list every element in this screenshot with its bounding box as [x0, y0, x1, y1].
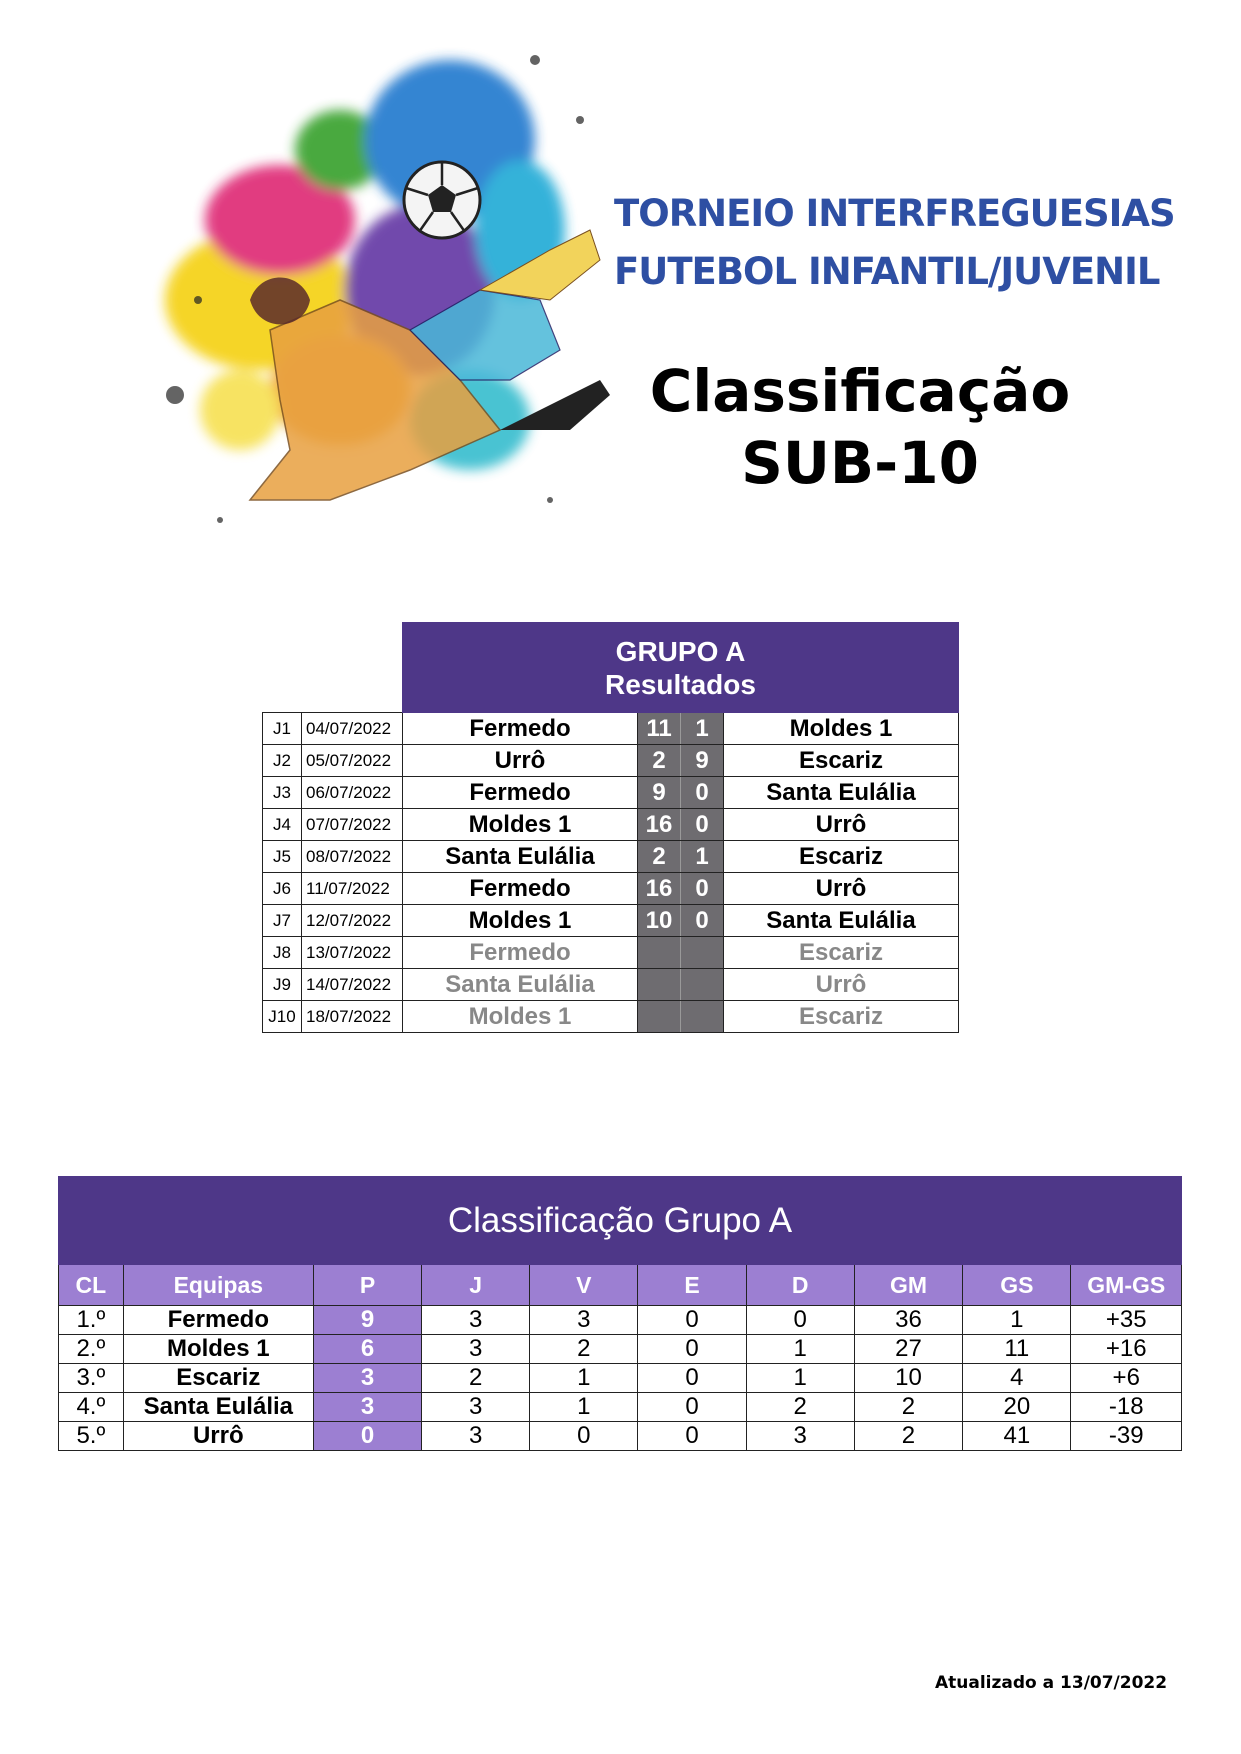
home-team-cell: Moldes 1	[403, 1001, 638, 1033]
standings-cell: 0	[638, 1393, 746, 1422]
home-score-cell: 9	[638, 777, 681, 809]
tournament-title-line1: TORNEIO INTERFREGUESIAS	[614, 192, 1175, 235]
standings-cell: 3	[313, 1393, 421, 1422]
away-score-cell: 0	[681, 873, 724, 905]
standings-cell: 41	[963, 1422, 1071, 1451]
date-cell: 13/07/2022	[302, 937, 403, 969]
standings-body	[59, 1306, 1182, 1451]
standings-column-header: P	[313, 1265, 421, 1306]
standings-cell: 3	[422, 1393, 530, 1422]
round-cell: J3	[263, 777, 302, 809]
away-team-cell: Escariz	[724, 937, 959, 969]
away-team-cell: Urrô	[724, 809, 959, 841]
standings-header-row	[59, 1265, 1182, 1306]
standings-cell: 2	[854, 1422, 962, 1451]
result-row	[263, 1001, 959, 1033]
standings-cell: +6	[1071, 1364, 1182, 1393]
standings-cell: 0	[746, 1306, 854, 1335]
standings-cell: 2.º	[59, 1335, 124, 1364]
results-body	[263, 713, 959, 1033]
home-team-cell: Fermedo	[403, 777, 638, 809]
standings-column-header: D	[746, 1265, 854, 1306]
standings-cell: Santa Eulália	[123, 1393, 313, 1422]
standings-cell: 1.º	[59, 1306, 124, 1335]
standings-column-header: GS	[963, 1265, 1071, 1306]
home-team-cell: Santa Eulália	[403, 969, 638, 1001]
results-header-row	[263, 623, 959, 713]
page-title-line2: SUB-10	[741, 429, 979, 497]
standings-cell: 4.º	[59, 1393, 124, 1422]
date-cell: 06/07/2022	[302, 777, 403, 809]
standings-cell: 2	[530, 1335, 638, 1364]
football-player-artwork	[80, 0, 640, 600]
standings-row	[59, 1335, 1182, 1364]
standings-cell: 6	[313, 1335, 421, 1364]
standings-cell: -18	[1071, 1393, 1182, 1422]
standings-cell: 1	[530, 1393, 638, 1422]
result-row	[263, 745, 959, 777]
result-row	[263, 809, 959, 841]
standings-column-header: J	[422, 1265, 530, 1306]
home-team-cell: Moldes 1	[403, 905, 638, 937]
standings-cell: 3	[313, 1364, 421, 1393]
updated-note: Atualizado a 13/07/2022	[935, 1673, 1168, 1693]
results-header-line2: Resultados	[605, 668, 756, 700]
standings-cell: 11	[963, 1335, 1071, 1364]
away-team-cell: Urrô	[724, 873, 959, 905]
result-row	[263, 905, 959, 937]
date-cell: 07/07/2022	[302, 809, 403, 841]
result-row	[263, 777, 959, 809]
home-score-cell: 2	[638, 841, 681, 873]
away-team-cell: Escariz	[724, 841, 959, 873]
standings-cell: 3	[746, 1422, 854, 1451]
standings-cell: 0	[313, 1422, 421, 1451]
away-score-cell: 0	[681, 777, 724, 809]
round-cell: J9	[263, 969, 302, 1001]
date-cell: 04/07/2022	[302, 713, 403, 745]
standings-cell: +16	[1071, 1335, 1182, 1364]
date-cell: 05/07/2022	[302, 745, 403, 777]
home-team-cell: Urrô	[403, 745, 638, 777]
home-score-cell: 16	[638, 809, 681, 841]
date-cell: 12/07/2022	[302, 905, 403, 937]
standings-row	[59, 1306, 1182, 1335]
away-team-cell: Santa Eulália	[724, 905, 959, 937]
results-header-line1: GRUPO A	[615, 635, 746, 667]
standings-cell: 3	[422, 1306, 530, 1335]
results-header	[403, 623, 959, 713]
result-row	[263, 937, 959, 969]
blank-cell	[263, 623, 403, 713]
standings-cell: 2	[422, 1364, 530, 1393]
result-row	[263, 873, 959, 905]
away-team-cell: Escariz	[724, 745, 959, 777]
standings-cell: 3	[530, 1306, 638, 1335]
standings-cell: Moldes 1	[123, 1335, 313, 1364]
result-row	[263, 713, 959, 745]
standings-cell: +35	[1071, 1306, 1182, 1335]
standings-caption-row	[59, 1177, 1182, 1265]
home-score-cell: 10	[638, 905, 681, 937]
standings-cell: 27	[854, 1335, 962, 1364]
standings-cell: 1	[963, 1306, 1071, 1335]
home-team-cell: Moldes 1	[403, 809, 638, 841]
round-cell: J8	[263, 937, 302, 969]
round-cell: J2	[263, 745, 302, 777]
standings-cell: 1	[530, 1364, 638, 1393]
round-cell: J4	[263, 809, 302, 841]
home-score-cell: 11	[638, 713, 681, 745]
home-score-cell: 16	[638, 873, 681, 905]
standings-column-header: GM	[854, 1265, 962, 1306]
standings-cell: 5.º	[59, 1422, 124, 1451]
home-team-cell: Fermedo	[403, 937, 638, 969]
standings-cell: 0	[530, 1422, 638, 1451]
away-score-cell: 9	[681, 745, 724, 777]
result-row	[263, 841, 959, 873]
date-cell: 18/07/2022	[302, 1001, 403, 1033]
standings-cell: 20	[963, 1393, 1071, 1422]
home-team-cell: Santa Eulália	[403, 841, 638, 873]
round-cell: J5	[263, 841, 302, 873]
standings-cell: 3.º	[59, 1364, 124, 1393]
date-cell: 14/07/2022	[302, 969, 403, 1001]
standings-column-header: CL	[59, 1265, 124, 1306]
football-icon	[404, 162, 480, 238]
standings-cell: Escariz	[123, 1364, 313, 1393]
round-cell: J1	[263, 713, 302, 745]
tournament-title-line2: FUTEBOL INFANTIL/JUVENIL	[614, 250, 1160, 293]
standings-column-header: GM-GS	[1071, 1265, 1182, 1306]
home-team-cell: Fermedo	[403, 873, 638, 905]
standings-cell: Fermedo	[123, 1306, 313, 1335]
page-title-line1: Classificação	[649, 357, 1071, 425]
standings-row	[59, 1422, 1182, 1451]
standings-row	[59, 1364, 1182, 1393]
away-score-cell: 1	[681, 713, 724, 745]
home-score-cell	[638, 937, 681, 969]
standings-cell: 3	[422, 1422, 530, 1451]
standings-cell: 0	[638, 1306, 746, 1335]
away-team-cell: Urrô	[724, 969, 959, 1001]
home-team-cell: Fermedo	[403, 713, 638, 745]
round-cell: J10	[263, 1001, 302, 1033]
standings-column-header: V	[530, 1265, 638, 1306]
page-title	[600, 355, 1120, 499]
standings-cell: 10	[854, 1364, 962, 1393]
round-cell: J6	[263, 873, 302, 905]
standings-cell: Urrô	[123, 1422, 313, 1451]
away-team-cell: Santa Eulália	[724, 777, 959, 809]
standings-cell: 2	[854, 1393, 962, 1422]
standings-cell: 36	[854, 1306, 962, 1335]
away-score-cell: 0	[681, 809, 724, 841]
away-team-cell: Moldes 1	[724, 713, 959, 745]
standings-cell: 1	[746, 1335, 854, 1364]
tournament-title	[614, 185, 1174, 301]
standings-cell: 9	[313, 1306, 421, 1335]
standings-row	[59, 1393, 1182, 1422]
standings-cell: 0	[638, 1364, 746, 1393]
standings-cell: 1	[746, 1364, 854, 1393]
standings-cell: 4	[963, 1364, 1071, 1393]
away-score-cell	[681, 969, 724, 1001]
away-score-cell: 0	[681, 905, 724, 937]
results-table	[262, 622, 959, 1033]
home-score-cell	[638, 1001, 681, 1033]
date-cell: 08/07/2022	[302, 841, 403, 873]
standings-cell: 0	[638, 1422, 746, 1451]
home-score-cell: 2	[638, 745, 681, 777]
standings-cell: 3	[422, 1335, 530, 1364]
round-cell: J7	[263, 905, 302, 937]
away-score-cell	[681, 937, 724, 969]
date-cell: 11/07/2022	[302, 873, 403, 905]
standings-table	[58, 1176, 1182, 1451]
standings-cell: -39	[1071, 1422, 1182, 1451]
away-team-cell: Escariz	[724, 1001, 959, 1033]
home-score-cell	[638, 969, 681, 1001]
standings-column-header: Equipas	[123, 1265, 313, 1306]
standings-caption: Classificação Grupo A	[59, 1177, 1182, 1265]
away-score-cell: 1	[681, 841, 724, 873]
standings-cell: 0	[638, 1335, 746, 1364]
standings-cell: 2	[746, 1393, 854, 1422]
away-score-cell	[681, 1001, 724, 1033]
result-row	[263, 969, 959, 1001]
standings-column-header: E	[638, 1265, 746, 1306]
